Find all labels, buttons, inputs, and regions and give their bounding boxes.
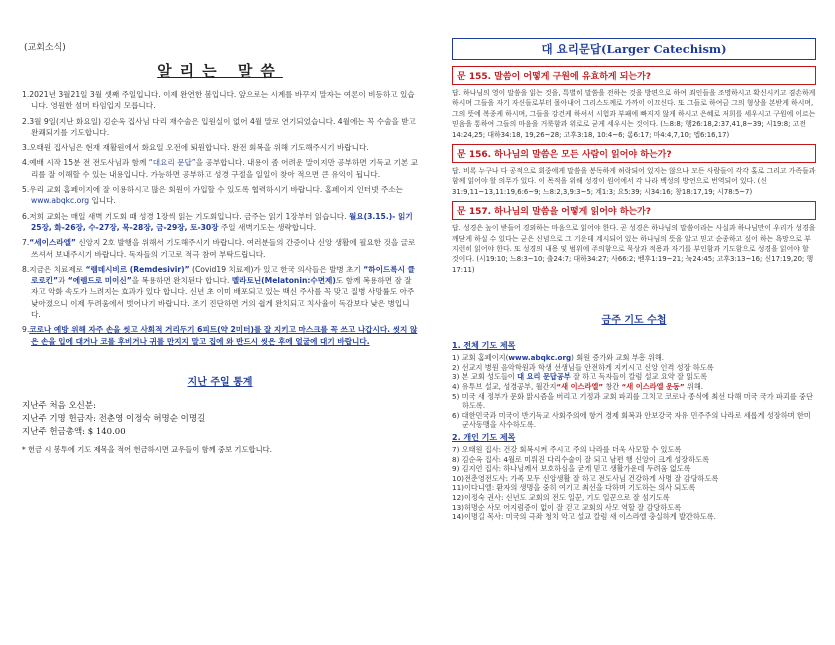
prayer-text: 3) 본 교회 성도들이 <box>452 372 518 382</box>
stats-block <box>22 400 418 456</box>
notices-column <box>22 36 418 456</box>
notice-text: 도 함께 복용하면 잠 잘 자고 악화 속도가 느려지는 효과가 있다 합니다. 신년 초 이미 배포되고 있는 백신 주사를 꼭 맞고 질병 사망률도 아주 낮아졌으니 이제 두려움에서 벗어나기 바랍니다. 조기 진단하면 거의 쉽게 완치되고 치사율이 독감보다 낮은 병입니다. <box>31 276 415 320</box>
notice-text: “에렘드로 미이신” <box>67 276 132 286</box>
prayer-item <box>452 363 816 373</box>
notice-text: (Covid19 치료제)가 있고 한국 의사들은 발병 초기 <box>189 264 364 274</box>
prayer-item <box>452 353 816 363</box>
notice-text: 예배 시작 15분 전 전도사님과 함께 <box>29 158 149 168</box>
notice-number: 6. <box>22 211 30 221</box>
notices-list <box>22 89 418 347</box>
notice-item <box>22 157 418 180</box>
notice-item <box>22 324 418 347</box>
prayer-item: 6) 대한민국과 미국이 반기독교 사회주의에 항거 경제 회복과 안보강국 자유 민주주의 나라로 세롭게 성장하며 한미 군사동맹을 사수하도록. <box>452 410 811 430</box>
prayer-list-general-cont <box>452 392 816 430</box>
notice-text: 코로나 예방 위해 자주 손을 씻고 사회적 거리두기 6피트(약 2미터)를 잘 지키고 마스크를 꼭 쓰고 나갑시다. 씻지 않은 손을 입에 대거나 코를 후비거나 귀를 만지지 말고 집에 와 반드시 씻은 후에 얼굴에 대기 바랍니다. <box>29 325 418 346</box>
prayer-text: www.abqkc.org <box>508 353 572 363</box>
catechism-answer: 답. 하나님의 영이 말씀을 읽는 것을, 특별히 말씀을 전하는 것을 방편으로 하여 죄인들을 조명하시고 확신시키고 겸손하게 하시며 그들을 자기 자신들로부터 몰아내어 그리스도께로 가까이 이끄신다. 또 그들로 하여금 그의 형상을 본받게 하시며, 그의 뜻에 복종케 하시며, 그들을 강건케 하셔서 시험과 부패에 빠지지 않게 하시고 은혜로 저희를 세우시고 구원에 이르는 믿음을 통하여 그들의 마음을 거룩함과 위로로 굳게 세우시는 것이다. (느8:8; 행26:18,2:37,41,8~39; 시19:8; 고전14:24,25; 대하34:18, 19,26~28; 고후3:18, 10:4~6; 롬6:17; 마4:4,7,10; 엡6:16,17) <box>452 89 816 139</box>
notice-text: 을 복용하면 완치된다 합니다. <box>131 276 232 286</box>
prayer-item: 10)전춘영전도사: 가족 모두 신앙생활 잘 하고 전도사님 건강하게 사명 잘 감당하도록 <box>452 473 719 483</box>
notice-text: 을 공부합니다. 내용이 좀 어려운 말이지만 공부하면 기독교 기본 교리를 잘 이해할 수 있는 내용입니다. 가능하면 공부하고 성경 구절을 일일이 찾아 적으면 큰 유익이 됩니다. <box>31 158 418 179</box>
prayer-text: 1) 교회 홈페이지( <box>452 353 509 363</box>
prayer-text: “새 이스라엘” <box>556 382 604 392</box>
stats-line: 지난주 기명 헌금자: 전춘영 이정숙 허명순 이명길 <box>22 413 206 424</box>
notice-text: “하이드록시 클로로킨” <box>31 264 415 286</box>
prayer-item: 11)이다니엘: 환자의 생명을 중히 여기고 최선을 다하며 기도하는 의사 되도록 <box>452 483 696 493</box>
stats-line: 지난주 처음 오신분: <box>22 400 96 411</box>
notice-text: 오태원 집사님은 현재 재활원에서 화요일 오전에 퇴원합니다. 완전 회복을 위해 기도해주시기 바랍니다. <box>29 143 369 153</box>
notice-item <box>22 211 418 234</box>
homepage-link[interactable]: www.abqkc.org <box>31 196 90 206</box>
prayer-list-personal <box>452 445 816 522</box>
catechism-list <box>452 66 816 275</box>
notice-number: 9. <box>22 325 30 335</box>
catechism-title: 대 요리문답(Larger Catechism) <box>452 38 816 60</box>
notice-text: 지금은 치료제로 <box>29 264 86 274</box>
prayer-text: 2) 선교지 병원 음악학원과 학생 선생님들 안전하게 지키시고 신앙 인격 성장 하도록 <box>452 362 714 372</box>
notice-number: 4. <box>22 158 30 168</box>
notice-text: “렘데시비르 (Remdesivir)” <box>85 264 190 274</box>
prayer-section-heading: 1. 전체 기도 제목 <box>452 341 516 351</box>
catechism-question: 문 156. 하나님의 말씀은 모든 사람이 읽어야 하는가? <box>452 144 816 163</box>
notice-text: 입니다. <box>89 196 116 206</box>
prayer-item <box>452 372 816 382</box>
prayer-item: 5) 미국 새 정부가 문화 맑시즘을 버리고 기정과 교회 파괴를 그치고 코로나 종식에 최선 다해 미국 국가 파괴를 중단하도록. <box>452 391 813 411</box>
notice-item <box>22 237 418 260</box>
prayer-text: ) 회원 증가와 교회 부흥 위해. <box>571 353 665 363</box>
right-column <box>452 38 816 522</box>
prayer-text: 창간 <box>603 382 622 392</box>
prayer-text: 4) 유투브 설교, 성경공부, 월간지 <box>452 382 557 392</box>
prayer-text: 위해. <box>684 382 704 392</box>
prayer-item: 12)이정숙 권사: 신년도 교회의 전도 일꾼, 기도 일꾼으로 잘 섬기도록 <box>452 493 670 502</box>
catechism-answer: 답. 성경은 높이 받들어 경외하는 마음으로 읽어야 한다. 곧 성경은 하나님의 말씀이라는 사실과 하나님만이 우리가 성경을 깨닫게 하실 수 있다는 굳은 신념으로 그 기운데 계시되어 있는 하나님의 뜻을 알고 믿고 순종하고 싶어 하는 욕망으로 부지런히 읽어야 한다. 또 성경의 내용 및 범위에 주의함으로 묵상과 적용과 자기를 부인함과 기도함으로 성경을 읽어야 할 것이다. (시19:10; 느8:3~10; 출24:7; 대하34:27; 사66:2; 벧후1:19~21; 눅24:45; 고후3:13~16; 신17:19,20; 행17:11) <box>452 224 816 274</box>
prayer-list-general <box>452 353 816 391</box>
prayer-item <box>452 382 816 392</box>
notice-number: 1. <box>22 90 30 99</box>
notice-text: 저희 교회는 매일 새벽 기도회 때 성경 1장씩 읽는 기도회입니다. 금주는 읽기 1장부터 읽습니다. <box>29 211 349 221</box>
prayer-item: 14)이명길 목사: 미국의 극좌 청치 악고 설교 칼럼 새 이스라엘 충실하게 발간하도록. <box>452 512 716 522</box>
notice-text: 과 <box>58 276 68 286</box>
notice-number: 3. <box>22 143 30 153</box>
notice-text: 신앙지 2호 발행을 위해서 기도해주시기 바랍니다. 여러분들의 간증이나 신앙 생활에 필요한 것을 글로 쓰셔서 보내주시기 바랍니다. 독자들의 기고로 적극 참여 부탁드립니다. <box>31 238 416 259</box>
prayer-text: 대 요리 문답공부 <box>517 372 571 382</box>
notice-item <box>22 142 418 153</box>
notice-item <box>22 116 418 139</box>
notice-text: “세이스라엘” <box>29 238 76 248</box>
notice-number: 8. <box>22 264 30 274</box>
notice-number: 2. <box>22 116 30 126</box>
prayer-section-heading: 2. 개인 기도 제목 <box>452 433 516 443</box>
notice-text: 주일 새벽기도는 생략합니다. <box>218 222 317 232</box>
notice-number: 5. <box>22 185 30 195</box>
catechism-question: 문 157. 하나님의 말씀을 어떻게 읽어야 하는가? <box>452 201 816 220</box>
notice-number: 7. <box>22 238 30 248</box>
catechism-question: 문 155. 말씀이 어떻게 구원에 유효하게 되는가? <box>452 66 816 85</box>
notice-text: 3월 9일(지난 화요일) 김순옥 집사님 다리 재수술은 입원실이 없어 4월 말로 연기되었습니다. 4월에는 꼭 수술을 받고 완쾌되기를 기도합니다. <box>29 116 416 137</box>
prayer-title: 금주 기도 수첩 <box>601 315 667 327</box>
prayer-text: “새 이스라엘 운동” <box>621 382 685 392</box>
notice-item <box>22 184 418 207</box>
notice-text: 우리 교회 홈페이지에 잘 이용하시고 많은 회원이 가입할 수 있도록 협력하시기 바랍니다. 홈페이지 인터넷 주소는 <box>29 185 403 195</box>
stats-title: 지난 주일 통계 <box>187 376 253 388</box>
prayer-item: 9) 김지언 집사: 하나님께서 보호하심을 굳게 믿고 생활가운데 두려움 없도록 <box>452 464 691 474</box>
notice-text: 멜라토닌(Melatonin:수면제) <box>231 276 336 286</box>
notice-text: 월요(3.15.)- 읽기 25장, 화-26장, 수-27장, 목-28장, 금-29장, 토-30장 <box>31 211 413 232</box>
notice-text: 2021년 3월21일 3월 셋째 주일입니다. 이제 완연한 봄입니다. 앞으로는 시계를 바꾸지 말자는 여론이 비등하고 있습니다. 영원한 섬머 타임입지 모릅니다. <box>29 90 415 111</box>
notice-text: “대요리 문답” <box>148 158 196 168</box>
notice-item <box>22 89 418 112</box>
prayer-item: 7) 오태원 집사: 건강 회복시켜 주시고 주의 나라를 더욱 사모할 수 있도록 <box>452 445 682 455</box>
prayer-text: 잘 하고 독자들이 칼럼 설교 요약 잘 읽도록 <box>570 372 708 382</box>
stats-note: * 헌금 시 봉투에 기도 제목을 적어 헌금하시면 교우들이 함께 중보 기도합니다. <box>22 444 272 454</box>
catechism-answer: 답. 비록 누구나 다 공적으로 회중에게 말씀을 봉독하게 허락되어 있지는 않으나 모든 사람들이 각각 홀로 그리고 가족들과 함께 읽어야 할 의무가 있다. 이 목적을 위해 성경이 원어에서 각 나라 백성의 방언으로 번역되어 있다. (신31:9,11~13,11:19,6:6~9; 느8:2,3,9:3~5; 계1:3; 요5:39; 시34:16; 창18:17,19; 시78:5~7) <box>452 167 816 196</box>
notices-title: 알리는 말씀 <box>157 62 283 80</box>
prayer-item: 13)허명순 사모 어지럼증이 없이 잘 걷고 교회의 사모 역할 잘 감당하도록 <box>452 502 682 512</box>
bulletin-tag: (교회소식) <box>24 43 66 53</box>
prayer-item: 8) 김순옥 집사: 4월로 미뤄진 다리수술이 잘 되고 남편 행 신앙이 크게 성장하도록 <box>452 454 710 464</box>
notice-item <box>22 264 418 320</box>
stats-line: 지난주 헌금총액: $ 140.00 <box>22 426 126 437</box>
